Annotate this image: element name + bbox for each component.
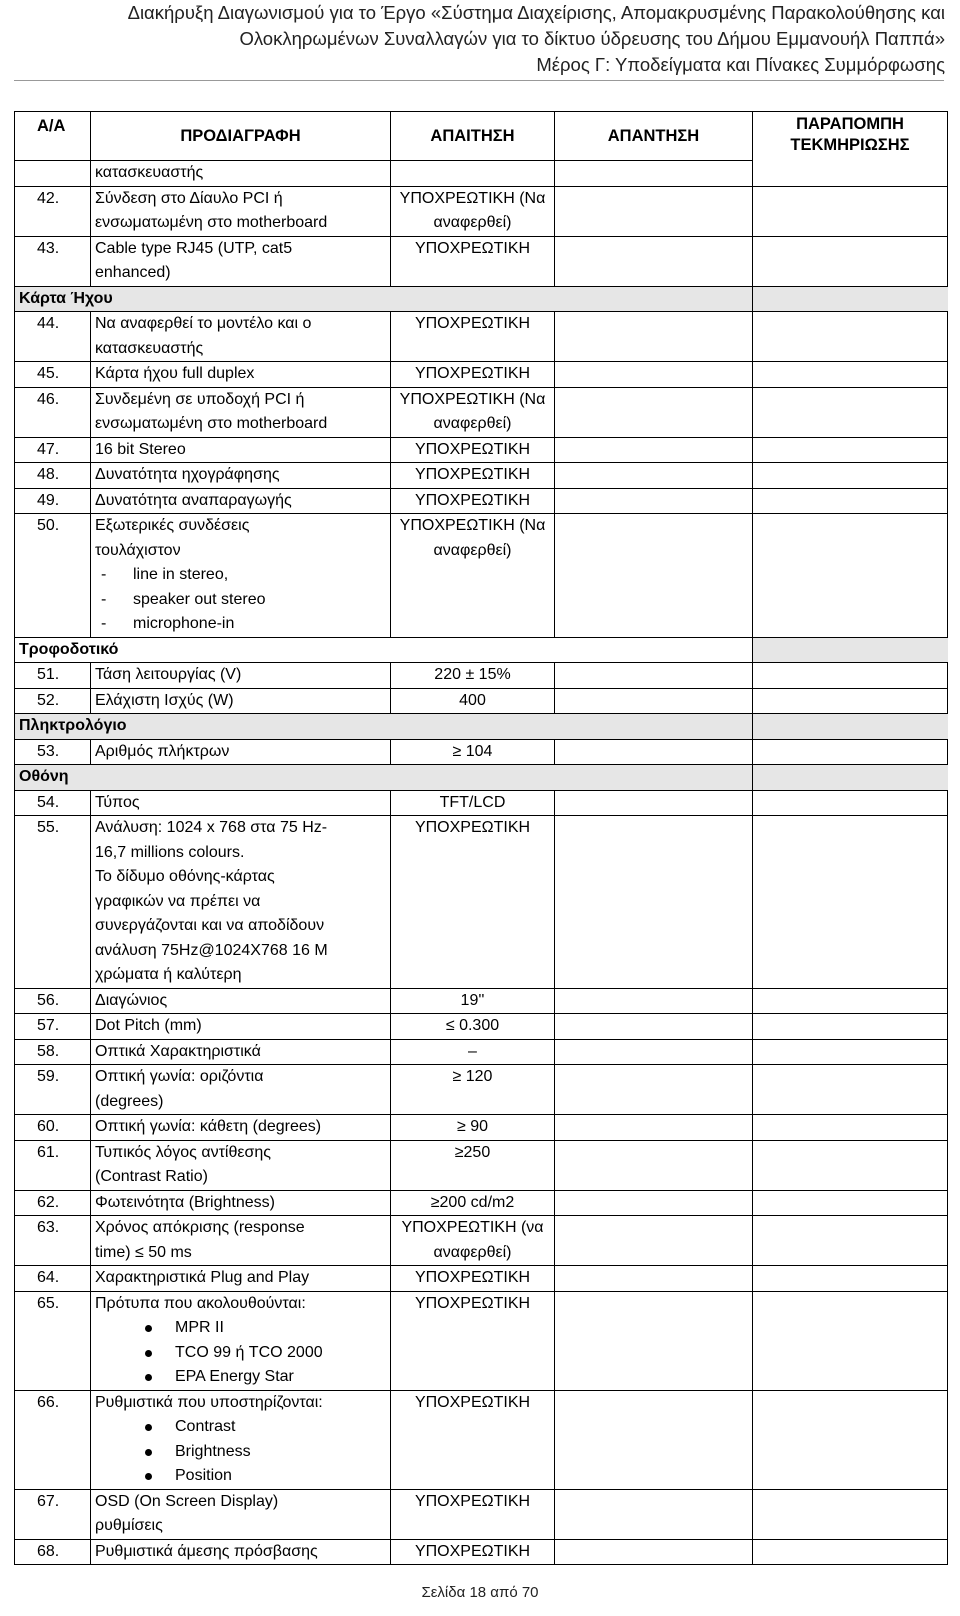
- reference-cell: [753, 463, 948, 489]
- answer-cell: [555, 463, 753, 489]
- answer-cell: [555, 1539, 753, 1565]
- spec-cell: Χρόνος απόκρισης (response time) ≤ 50 ms: [91, 1216, 391, 1266]
- requirement-cell: ≥250: [391, 1140, 555, 1190]
- page-number: Σελίδα 18 από 70: [421, 1584, 539, 1601]
- requirement-cell: ΥΠΟΧΡΕΩΤΙΚΗ (Να αναφερθεί): [391, 186, 555, 236]
- spec-cell: Τάση λειτουργίας (V): [91, 663, 391, 689]
- answer-cell: [555, 362, 753, 388]
- row-number: 55.: [15, 816, 91, 989]
- row-number: 45.: [15, 362, 91, 388]
- answer-cell: [555, 1216, 753, 1266]
- requirement-cell: ≥ 90: [391, 1115, 555, 1141]
- spec-cell: Dot Pitch (mm): [91, 1014, 391, 1040]
- table-row: [15, 312, 948, 362]
- reference-cell: [753, 1065, 948, 1115]
- reference-cell: [753, 437, 948, 463]
- reference-cell: [753, 488, 948, 514]
- section-title: Τροφοδοτικό: [15, 637, 753, 663]
- spec-cell: Ελάχιστη Ισχύς (W): [91, 688, 391, 714]
- answer-cell: [555, 488, 753, 514]
- row-number: 47.: [15, 437, 91, 463]
- row-number: 54.: [15, 790, 91, 816]
- reference-cell: [753, 362, 948, 388]
- table-row: [15, 1291, 948, 1390]
- reference-cell: [753, 739, 948, 765]
- reference-header-line-2: ΤΕΚΜΗΡΙΩΣΗΣ: [790, 136, 910, 154]
- answer-cell: [555, 790, 753, 816]
- table-row: [15, 1065, 948, 1115]
- row-number: 64.: [15, 1266, 91, 1292]
- requirement-cell: ΥΠΟΧΡΕΩΤΙΚΗ: [391, 488, 555, 514]
- reference-cell: [753, 186, 948, 236]
- table-header-row: [15, 112, 948, 161]
- answer-cell: [555, 514, 753, 638]
- reference-cell: [753, 1140, 948, 1190]
- table-row: [15, 186, 948, 236]
- spec-cell: Ρυθμιστικά άμεσης πρόσβασης: [91, 1539, 391, 1565]
- table-row: [15, 1216, 948, 1266]
- reference-cell: [753, 1489, 948, 1539]
- row-number: 65.: [15, 1291, 91, 1390]
- reference-cell: [753, 312, 948, 362]
- requirement-cell: –: [391, 1039, 555, 1065]
- table-row: [15, 236, 948, 286]
- table-row: [15, 1539, 948, 1565]
- answer-cell: [555, 1190, 753, 1216]
- spec-cell: Φωτεινότητα (Brightness): [91, 1190, 391, 1216]
- spec-cell: Σύνδεση στο Δίαυλο PCI ή ενσωματωμένη στο motherboard: [91, 186, 391, 236]
- document-header: [0, 0, 945, 78]
- spec-cell: Τύπος: [91, 790, 391, 816]
- reference-cell: [753, 663, 948, 689]
- spec-cell: Cable type RJ45 (UTP, cat5 enhanced): [91, 236, 391, 286]
- list-item: EPA Energy Star: [95, 1365, 386, 1390]
- table-row: [15, 1390, 948, 1489]
- spec-cell: Να αναφερθεί το μοντέλο και ο κατασκευαστής: [91, 312, 391, 362]
- row-number: 50.: [15, 514, 91, 638]
- header-line-1: Διακήρυξη Διαγωνισμού για το Έργο «Σύστημα Διαχείρισης, Απομακρυσμένης Παρακολούθησης και: [127, 2, 945, 23]
- answer-cell: [555, 1065, 753, 1115]
- table-row: [15, 790, 948, 816]
- row-number: 59.: [15, 1065, 91, 1115]
- answer-cell: [555, 1390, 753, 1489]
- list-item: - microphone-in: [95, 612, 386, 637]
- spec-cell: Ρυθμιστικά που υποστηρίζονται: Contrast Brightness Position: [91, 1390, 391, 1489]
- compliance-table: [14, 111, 948, 1565]
- table-row: [15, 1039, 948, 1065]
- list-item: Contrast: [95, 1415, 386, 1440]
- reference-cell: [753, 1266, 948, 1292]
- column-header-answer: ΑΠΑΝΤΗΣΗ: [555, 112, 753, 161]
- requirement-cell: 220 ± 15%: [391, 663, 555, 689]
- requirement-cell: ≥200 cd/m2: [391, 1190, 555, 1216]
- row-number: 44.: [15, 312, 91, 362]
- list-item: Brightness: [95, 1440, 386, 1465]
- spec-cell: Χαρακτηριστικά Plug and Play: [91, 1266, 391, 1292]
- reference-cell: [753, 387, 948, 437]
- requirement-cell: ≥ 104: [391, 739, 555, 765]
- column-header-reference: [753, 112, 948, 187]
- answer-cell: [555, 186, 753, 236]
- reference-cell: [753, 816, 948, 989]
- spec-cell: Κάρτα ήχου full duplex: [91, 362, 391, 388]
- list-item: - line in stereo,: [95, 563, 386, 588]
- answer-cell: [555, 1014, 753, 1040]
- reference-cell: [753, 1014, 948, 1040]
- spec-cell: Οπτική γωνία: οριζόντια (degrees): [91, 1065, 391, 1115]
- answer-cell: [555, 816, 753, 989]
- requirement-cell: ΥΠΟΧΡΕΩΤΙΚΗ: [391, 362, 555, 388]
- table-row: [15, 1140, 948, 1190]
- spec-cell: Συνδεμένη σε υποδοχή PCI ή ενσωματωμένη στο motherboard: [91, 387, 391, 437]
- column-header-requirement: ΑΠΑΙΤΗΣΗ: [391, 112, 555, 161]
- table-row: [15, 514, 948, 638]
- header-divider: [14, 80, 944, 81]
- requirement-cell: ΥΠΟΧΡΕΩΤΙΚΗ (Να αναφερθεί): [391, 514, 555, 638]
- section-row-power-supply: [15, 637, 948, 663]
- row-number: 48.: [15, 463, 91, 489]
- answer-cell: [555, 1039, 753, 1065]
- reference-cell: [753, 790, 948, 816]
- requirement-cell: ΥΠΟΧΡΕΩΤΙΚΗ: [391, 236, 555, 286]
- row-number: 58.: [15, 1039, 91, 1065]
- answer-cell: [555, 312, 753, 362]
- section-title: Οθόνη: [15, 765, 753, 791]
- reference-cell: [753, 1539, 948, 1565]
- table-row: [15, 437, 948, 463]
- reference-cell: [753, 236, 948, 286]
- row-number: 56.: [15, 988, 91, 1014]
- answer-cell: [555, 1115, 753, 1141]
- table-row: [15, 1489, 948, 1539]
- reference-cell: [753, 1390, 948, 1489]
- section-title: Πληκτρολόγιο: [15, 714, 753, 740]
- answer-cell: [555, 1266, 753, 1292]
- requirement-cell: ΥΠΟΧΡΕΩΤΙΚΗ (Να αναφερθεί): [391, 387, 555, 437]
- reference-cell: [753, 1216, 948, 1266]
- spec-cell: Δυνατότητα ηχογράφησης: [91, 463, 391, 489]
- spec-cell: Δυνατότητα αναπαραγωγής: [91, 488, 391, 514]
- reference-cell: [753, 1115, 948, 1141]
- answer-cell: [555, 1489, 753, 1539]
- answer-cell: [555, 663, 753, 689]
- row-number: 49.: [15, 488, 91, 514]
- list-item: - speaker out stereo: [95, 588, 386, 613]
- connections-list: [95, 563, 386, 637]
- header-line-2: Ολοκληρωμένων Συναλλαγών για το δίκτυο ύδρευσης του Δήμου Εμμανουήλ Παππά»: [239, 28, 945, 49]
- requirement-cell: ΥΠΟΧΡΕΩΤΙΚΗ: [391, 312, 555, 362]
- reference-cell: [753, 688, 948, 714]
- requirement-cell: ΥΠΟΧΡΕΩΤΙΚΗ: [391, 1266, 555, 1292]
- spec-continuation: κατασκευαστής: [91, 161, 391, 187]
- row-number: 42.: [15, 186, 91, 236]
- requirement-cell: ΥΠΟΧΡΕΩΤΙΚΗ: [391, 1291, 555, 1390]
- requirement-cell: ≥ 120: [391, 1065, 555, 1115]
- answer-cell: [555, 437, 753, 463]
- row-number: 62.: [15, 1190, 91, 1216]
- header-line-3: Μέρος Γ: Υποδείγματα και Πίνακες Συμμόρφωσης: [536, 54, 945, 75]
- row-number: 60.: [15, 1115, 91, 1141]
- spec-cell: Ανάλυση: 1024 x 768 στα 75 Hz- 16,7 millions colours. Το δίδυμο οθόνης-κάρτας γραφικών να πρέπει να συνεργάζονται και να αποδίδουν ανάλυση 75Hz@1024X768 16 M χρώματα ή καλύτερη: [91, 816, 391, 989]
- requirement-cell: ΥΠΟΧΡΕΩΤΙΚΗ: [391, 816, 555, 989]
- reference-cell: [753, 1190, 948, 1216]
- spec-cell: Διαγώνιος: [91, 988, 391, 1014]
- table-row: [15, 387, 948, 437]
- table-row: [15, 1115, 948, 1141]
- table-row: [15, 663, 948, 689]
- table-row: [15, 362, 948, 388]
- spec-cell: Πρότυπα που ακολουθούνται: MPR II TCO 99 ή TCO 2000 EPA Energy Star: [91, 1291, 391, 1390]
- spec-cell: Αριθμός πλήκτρων: [91, 739, 391, 765]
- requirement-cell: TFT/LCD: [391, 790, 555, 816]
- table-row: [15, 1014, 948, 1040]
- requirement-cell: ΥΠΟΧΡΕΩΤΙΚΗ: [391, 463, 555, 489]
- answer-cell: [555, 1140, 753, 1190]
- reference-header-line-1: ΠΑΡΑΠΟΜΠΗ: [796, 115, 904, 133]
- section-row-keyboard: [15, 714, 948, 740]
- row-number: 67.: [15, 1489, 91, 1539]
- reference-cell: [753, 1291, 948, 1390]
- table-row: [15, 488, 948, 514]
- row-number: 52.: [15, 688, 91, 714]
- row-number: 46.: [15, 387, 91, 437]
- requirement-cell: ΥΠΟΧΡΕΩΤΙΚΗ: [391, 1539, 555, 1565]
- row-number: 51.: [15, 663, 91, 689]
- answer-cell: [555, 1291, 753, 1390]
- requirement-cell: ΥΠΟΧΡΕΩΤΙΚΗ: [391, 1390, 555, 1489]
- table-row: [15, 816, 948, 989]
- row-number: 63.: [15, 1216, 91, 1266]
- column-header-spec: ΠΡΟΔΙΑΓΡΑΦΗ: [91, 112, 391, 161]
- requirement-cell: 400: [391, 688, 555, 714]
- requirement-cell: 19'': [391, 988, 555, 1014]
- requirement-cell: ΥΠΟΧΡΕΩΤΙΚΗ (να αναφερθεί): [391, 1216, 555, 1266]
- spec-cell: 16 bit Stereo: [91, 437, 391, 463]
- table-row: [15, 1190, 948, 1216]
- controls-list: [95, 1415, 386, 1489]
- list-item: Position: [95, 1464, 386, 1489]
- answer-cell: [555, 236, 753, 286]
- row-number: 57.: [15, 1014, 91, 1040]
- table-row: [15, 739, 948, 765]
- row-number: 61.: [15, 1140, 91, 1190]
- answer-cell: [555, 988, 753, 1014]
- reference-cell: [753, 1039, 948, 1065]
- answer-cell: [555, 387, 753, 437]
- requirement-cell: ΥΠΟΧΡΕΩΤΙΚΗ: [391, 437, 555, 463]
- column-header-num: Α/Α: [15, 112, 91, 161]
- reference-cell: [753, 988, 948, 1014]
- row-number: 43.: [15, 236, 91, 286]
- list-item: TCO 99 ή TCO 2000: [95, 1341, 386, 1366]
- spec-cell: Εξωτερικές συνδέσεις τουλάχιστον - line in stereo, - speaker out stereo - microphone-in: [91, 514, 391, 638]
- row-number: 68.: [15, 1539, 91, 1565]
- table-row: [15, 688, 948, 714]
- section-row-monitor: [15, 765, 948, 791]
- row-number: 66.: [15, 1390, 91, 1489]
- answer-cell: [555, 739, 753, 765]
- spec-cell: Οπτικά Χαρακτηριστικά: [91, 1039, 391, 1065]
- standards-list: [95, 1316, 386, 1390]
- table-row: [15, 1266, 948, 1292]
- spec-cell: Οπτική γωνία: κάθετη (degrees): [91, 1115, 391, 1141]
- table-row: [15, 988, 948, 1014]
- section-title: Κάρτα Ήχου: [15, 286, 753, 312]
- answer-cell: [555, 688, 753, 714]
- section-row-sound-card: [15, 286, 948, 312]
- spec-cell: Τυπικός λόγος αντίθεσης (Contrast Ratio): [91, 1140, 391, 1190]
- requirement-cell: ≤ 0.300: [391, 1014, 555, 1040]
- requirement-cell: ΥΠΟΧΡΕΩΤΙΚΗ: [391, 1489, 555, 1539]
- row-number: 53.: [15, 739, 91, 765]
- spec-cell: OSD (On Screen Display) ρυθμίσεις: [91, 1489, 391, 1539]
- table-row: [15, 463, 948, 489]
- reference-cell: [753, 514, 948, 638]
- list-item: MPR II: [95, 1316, 386, 1341]
